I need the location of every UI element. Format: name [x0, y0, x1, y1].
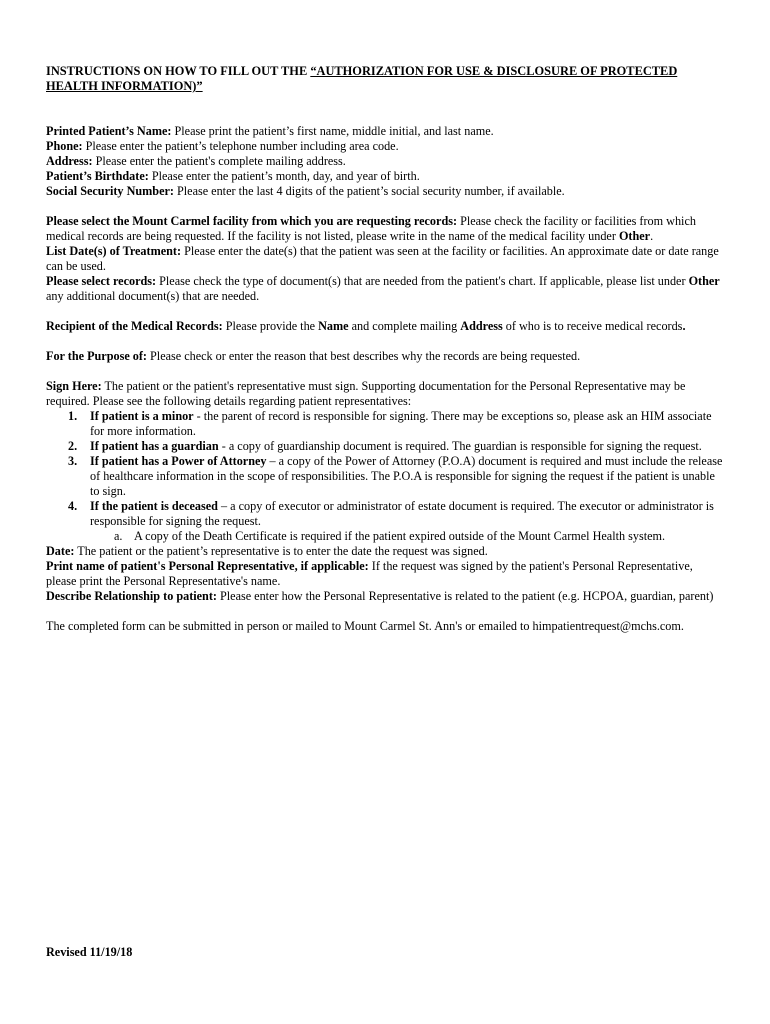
field-label: Date:: [46, 544, 75, 558]
instruction-facility: Please select the Mount Carmel facility from which you are requesting records: Please check the facility or facilities from which medical records are being requested. If the facility is not listed, please write in the name of the medical facility under Other.: [46, 214, 696, 243]
field-instruction: Please enter the last 4 digits of the patient’s social security number, if available.: [173, 184, 565, 198]
field-label: Print name of patient's Personal Representative, if applicable:: [46, 559, 369, 573]
field-label: Social Security Number:: [46, 184, 174, 198]
instruction-patient-name: [46, 124, 726, 139]
instruction-records: Please select records: Please check the type of document(s) that are needed from the patient's chart. If applicable, please list under Other any additional document(s) that are needed.: [46, 274, 720, 303]
instructions-body: [46, 124, 726, 634]
instruction-purpose: For the Purpose of: Please check or enter the reason that best describes why the records are being requested.: [46, 349, 581, 363]
list-subitem: a. A copy of the Death Certificate is required if the patient expired outside of the Mount Carmel Health system.: [114, 529, 666, 543]
list-number: 1.: [68, 409, 78, 423]
list-letter: a.: [114, 529, 123, 543]
list-item: 2. If patient has a guardian - a copy of guardianship document is required. The guardian is responsible for signing the request.: [68, 439, 702, 453]
instruction-relationship: Describe Relationship to patient: Please enter how the Personal Representative is related to the patient (e.g. HCPOA, guardian, parent): [46, 589, 714, 603]
page-title: [46, 64, 726, 94]
instruction-recipient: Recipient of the Medical Records: Please provide the Name and complete mailing Address of who is to receive medical records.: [46, 319, 686, 333]
field-label: Recipient of the Medical Records:: [46, 319, 223, 333]
title-form-name-line1: “AUTHORIZATION FOR USE & DISCLOSURE OF PROTECTED: [310, 64, 678, 78]
field-label: For the Purpose of:: [46, 349, 147, 363]
instruction-print-name: Print name of patient's Personal Representative, if applicable: If the request was signed by the patient's Personal Representative, please print the Personal Representative's name.: [46, 559, 693, 588]
field-label: Phone:: [46, 139, 83, 153]
field-label: Please select records:: [46, 274, 157, 288]
list-number: 2.: [68, 439, 78, 453]
list-number: 3.: [68, 454, 78, 468]
field-instruction: Please enter the patient’s telephone number including area code.: [82, 139, 399, 153]
representative-list: [46, 409, 726, 529]
facility-section: [46, 214, 726, 304]
list-item: 4. If the patient is deceased – a copy of executor or administrator of estate document is required. The executor or administrator is responsible for signing the request.: [68, 499, 714, 528]
field-label: Address:: [46, 154, 93, 168]
list-number: 4.: [68, 499, 78, 513]
instruction-dates: List Date(s) of Treatment: Please enter the date(s) that the patient was seen at the facility or facilities. An approximate date or date range can be used.: [46, 244, 719, 273]
title-prefix: INSTRUCTIONS ON HOW TO FILL OUT THE: [46, 64, 311, 78]
field-label: Describe Relationship to patient:: [46, 589, 217, 603]
title-form-name-line2: HEALTH INFORMATION)”: [46, 79, 203, 93]
field-instruction: Please enter the patient's complete mailing address.: [92, 154, 346, 168]
field-instruction: Please print the patient’s first name, middle initial, and last name.: [171, 124, 494, 138]
field-label: Please select the Mount Carmel facility from which you are requesting records:: [46, 214, 458, 228]
submission-instructions: The completed form can be submitted in person or mailed to Mount Carmel St. Ann's or emailed to himpatientrequest@mchs.com.: [46, 619, 684, 633]
field-instruction: Please enter the patient’s month, day, and year of birth.: [148, 169, 420, 183]
instruction-birthdate: [46, 169, 726, 184]
field-label: Patient’s Birthdate:: [46, 169, 149, 183]
field-label: Printed Patient’s Name:: [46, 124, 172, 138]
signature-section: [46, 379, 726, 604]
instruction-ssn: [46, 184, 726, 199]
instruction-address: [46, 154, 726, 169]
instruction-sign-here: Sign Here: The patient or the patient's representative must sign. Supporting documentation for the Personal Representative may be required. Please see the following details regarding patient representatives:: [46, 379, 686, 408]
instruction-date: Date: The patient or the patient’s representative is to enter the date the request was signed.: [46, 544, 488, 558]
list-item: 3. If patient has a Power of Attorney – a copy of the Power of Attorney (P.O.A) document is required and must include the release of healthcare information in the scope of responsibilities. The P.O.A is responsible for signing the request if the patient is unable to sign.: [68, 454, 723, 498]
field-label: List Date(s) of Treatment:: [46, 244, 182, 258]
field-label: Sign Here:: [46, 379, 102, 393]
patient-info-section: [46, 124, 726, 199]
list-item: 1. If patient is a minor - the parent of record is responsible for signing. There may be exceptions so, please ask an HIM associate for more information.: [68, 409, 712, 438]
instruction-phone: [46, 139, 726, 154]
revision-date: Revised 11/19/18: [46, 945, 133, 959]
